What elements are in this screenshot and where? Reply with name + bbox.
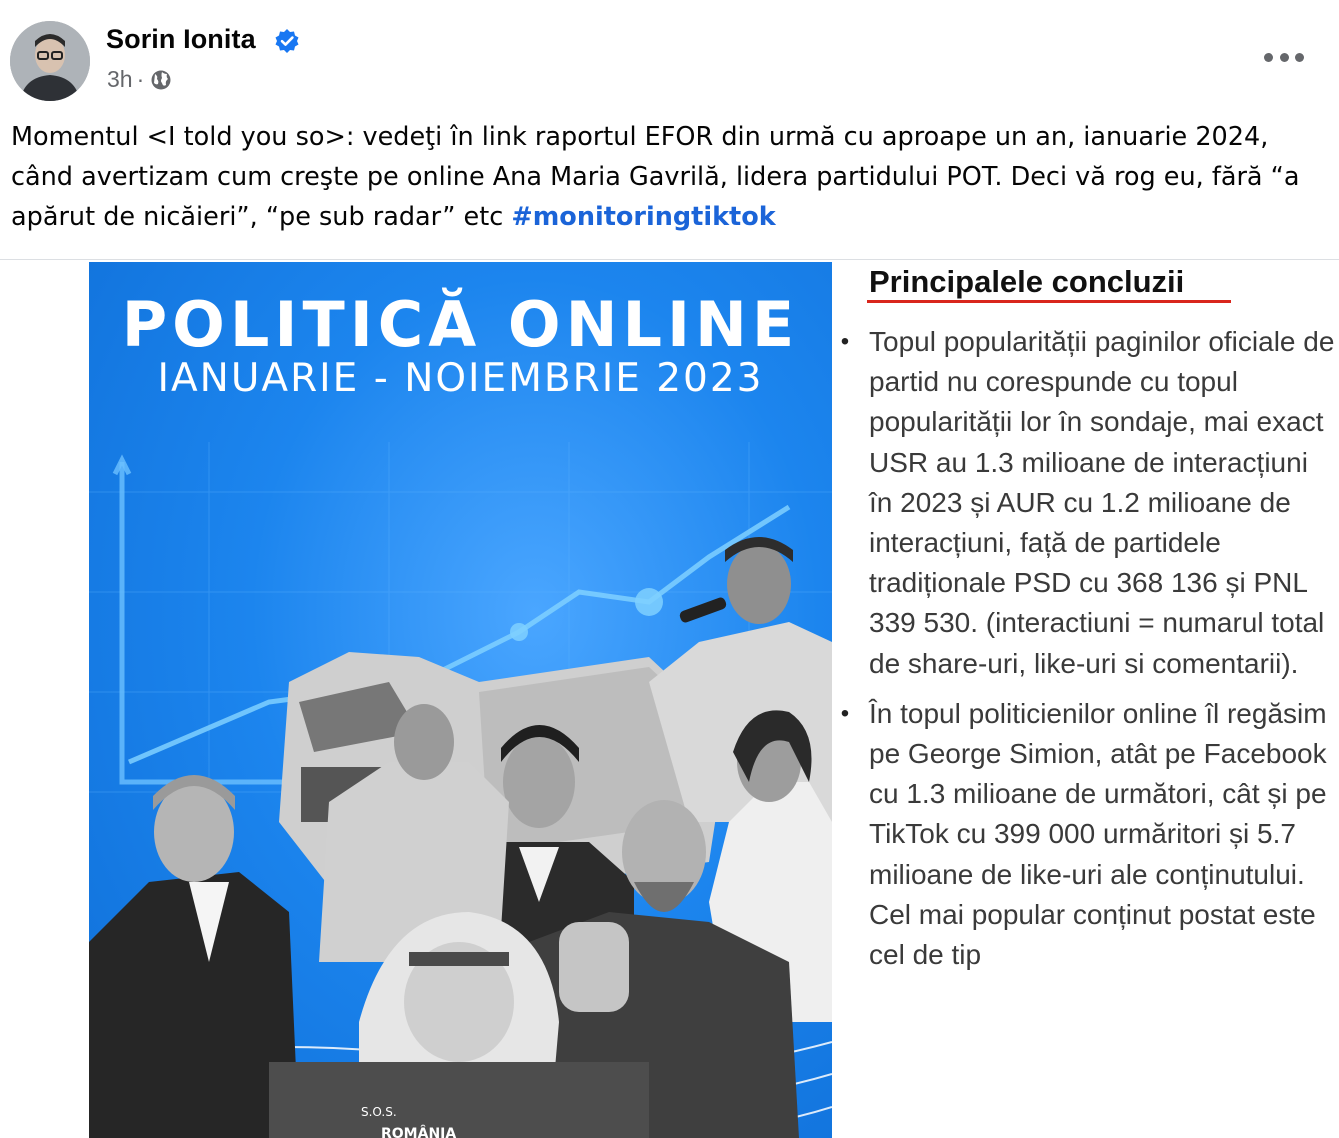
bullet-icon: • <box>840 328 850 355</box>
conclusions-panel <box>838 260 1339 1138</box>
post-image[interactable] <box>0 260 1339 1138</box>
banner-text: ROMÂNIA <box>381 1126 457 1138</box>
dot-icon <box>1280 53 1289 62</box>
title-underline <box>867 300 1231 303</box>
more-options-icon[interactable] <box>1264 44 1304 70</box>
post-body-text: Momentul <I told you so>: vedeţi în link raportul EFOR din urmă cu aproape un an, ianuarie 2024, când avertizam cum creşte pe online Ana Maria Gavrilă, lidera partidului POT. Deci vă rog eu, fără “a apărut de nicăieri”, “pe sub radar” etc <box>11 122 1300 232</box>
conclusions-list <box>838 322 1339 985</box>
meta-separator: · <box>136 66 145 92</box>
globe-icon[interactable] <box>150 69 172 91</box>
post-meta <box>107 66 172 93</box>
conclusions-title: Principalele concluzii <box>869 264 1185 299</box>
list-item-text: Topul popularității paginilor oficiale de partid nu corespunde cu topul popularității lor în sondaje, mai exact USR au 1.3 milioane de interacțiuni în 2023 și AUR cu 1.2 milioane de interacțiuni, față de partidele tradiționale PSD cu 368 136 și PNL 339 530. (interactiuni = numarul total de share-uri, like-uri si comentarii). <box>869 326 1335 679</box>
hashtag-link[interactable]: #monitoringtiktok <box>511 202 776 232</box>
post-time[interactable]: 3h <box>107 66 133 92</box>
verified-badge-icon <box>274 28 300 54</box>
post-text <box>11 117 1331 237</box>
dot-icon <box>1295 53 1304 62</box>
banner-text: S.O.S. <box>361 1105 397 1119</box>
cover-title: POLITICĂ ONLINE <box>121 288 800 361</box>
report-cover <box>89 262 832 1138</box>
bullet-icon: • <box>840 699 850 727</box>
list-item-text: În topul politicienilor online îl regăsim pe George Simion, atât pe Facebook cu 1.3 milioane de următori, cât și pe TikTok cu 399 000 urmăritori și 5.7 milioane de like-uri ale conținutului. Cel mai popular conținut postat este cel de tip <box>869 697 1327 971</box>
list-item <box>838 322 1339 684</box>
list-item <box>838 694 1339 975</box>
dot-icon <box>1264 53 1273 62</box>
post-header <box>0 0 1339 110</box>
author-name[interactable]: Sorin Ionita <box>106 24 256 54</box>
cover-subtitle: IANUARIE - NOIEMBRIE 2023 <box>157 356 764 401</box>
author-avatar[interactable] <box>10 21 90 101</box>
